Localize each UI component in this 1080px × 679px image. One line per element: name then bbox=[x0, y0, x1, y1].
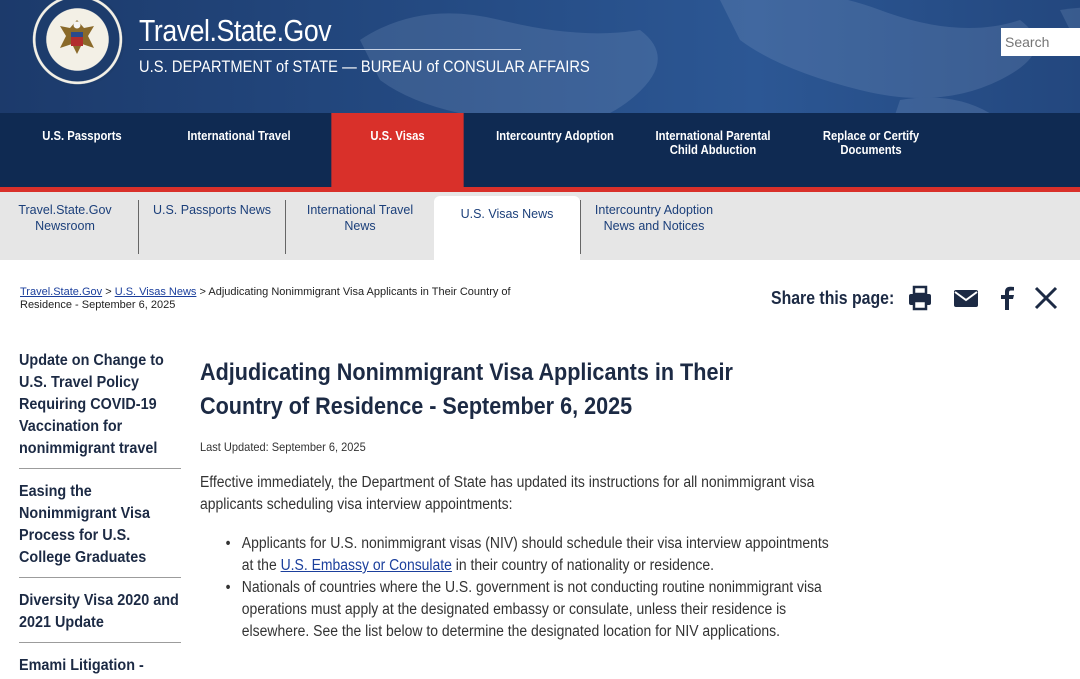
subnav-item-newsroom[interactable]: Travel.State.Gov Newsroom bbox=[18, 203, 112, 233]
nav-item-replace-certify-documents[interactable]: Replace or Certify Documents bbox=[822, 129, 920, 157]
sidebar-item[interactable] bbox=[19, 655, 181, 679]
embassy-consulate-link[interactable]: U.S. Embassy or Consulate bbox=[280, 557, 452, 574]
share-label: Share this page: bbox=[771, 288, 895, 308]
subnav-item-adoption-news[interactable]: Intercountry Adoption News and Notices bbox=[594, 203, 714, 233]
subnav-item-international-travel-news[interactable]: International Travel News bbox=[306, 203, 414, 233]
sub-navigation bbox=[0, 192, 1080, 260]
title-divider bbox=[139, 49, 521, 50]
article-bullet-list bbox=[222, 533, 834, 643]
subnav-divider bbox=[138, 200, 139, 254]
email-icon[interactable] bbox=[952, 284, 980, 312]
breadcrumb-separator: > bbox=[105, 286, 112, 298]
bullet-text: Nationals of countries where the U.S. government is not conducting routine nonimmigrant visa operations must apply at the designated embassy or consulate, unless their residence is elsewhere. See the list below to determine the designated location for NIV applications. bbox=[241, 579, 822, 640]
last-updated: Last Updated: September 6, 2025 bbox=[200, 440, 366, 454]
bullet-text: Applicants for U.S. nonimmigrant visas (NIV) should schedule their visa interview appointments at the bbox=[241, 535, 829, 574]
sidebar-item[interactable] bbox=[19, 350, 181, 469]
article-intro: Effective immediately, the Department of State has updated its instructions for all nonimmigrant visa applicants scheduling visa interview appointments: bbox=[200, 474, 815, 513]
facebook-icon[interactable] bbox=[993, 284, 1021, 312]
bullet-text: in their country of nationality or residence. bbox=[451, 557, 715, 574]
state-department-seal[interactable] bbox=[30, 0, 125, 87]
site-subtitle: U.S. DEPARTMENT of STATE — BUREAU of CONSULAR AFFAIRS bbox=[139, 57, 590, 76]
breadcrumb-separator: > bbox=[199, 286, 206, 298]
sidebar-item-label[interactable]: Easing the Nonimmigrant Visa Process for U.S. College Graduates bbox=[19, 483, 150, 566]
sidebar-item[interactable] bbox=[19, 590, 181, 643]
seal-icon bbox=[30, 0, 125, 87]
site-title[interactable]: Travel.State.Gov bbox=[139, 13, 332, 48]
breadcrumb bbox=[20, 286, 560, 312]
print-icon[interactable] bbox=[906, 284, 934, 312]
subnav-divider bbox=[580, 200, 581, 254]
sidebar-item-label[interactable]: Diversity Visa 2020 and 2021 Update bbox=[19, 592, 179, 631]
main-navigation bbox=[0, 113, 1080, 187]
subnav-divider bbox=[285, 200, 286, 254]
subnav-item-passports-news[interactable]: U.S. Passports News bbox=[152, 203, 272, 217]
breadcrumb-link-home[interactable]: Travel.State.Gov bbox=[20, 286, 103, 298]
page-title: Adjudicating Nonimmigrant Visa Applicants in Their Country of Residence - September 6, 2025 bbox=[200, 359, 733, 420]
list-item bbox=[222, 577, 834, 643]
x-icon[interactable] bbox=[1032, 284, 1060, 312]
breadcrumb-link-visas-news[interactable]: U.S. Visas News bbox=[114, 286, 197, 298]
sidebar-item[interactable] bbox=[19, 481, 181, 578]
search-input[interactable] bbox=[1001, 28, 1080, 56]
sidebar-item-label[interactable]: Update on Change to U.S. Travel Policy Requiring COVID-19 Vaccination for nonimmigrant travel bbox=[19, 352, 164, 457]
list-item bbox=[222, 533, 834, 577]
site-header bbox=[0, 0, 1080, 113]
nav-item-international-travel[interactable]: International Travel bbox=[187, 129, 291, 143]
nav-item-intercountry-adoption[interactable]: Intercountry Adoption bbox=[496, 129, 614, 143]
sidebar-item-label[interactable]: Emami Litigation - bbox=[19, 657, 144, 674]
nav-item-us-passports[interactable]: U.S. Passports bbox=[42, 129, 122, 143]
subnav-item-visas-news[interactable]: U.S. Visas News bbox=[460, 207, 554, 221]
breadcrumb-current: Adjudicating Nonimmigrant Visa Applicants in Their Country of Residence - September 6, 2025 bbox=[20, 286, 511, 311]
nav-item-us-visas[interactable]: U.S. Visas bbox=[331, 113, 463, 187]
nav-item-parental-child-abduction[interactable]: International Parental Child Abduction bbox=[655, 129, 771, 157]
sidebar bbox=[19, 350, 181, 679]
